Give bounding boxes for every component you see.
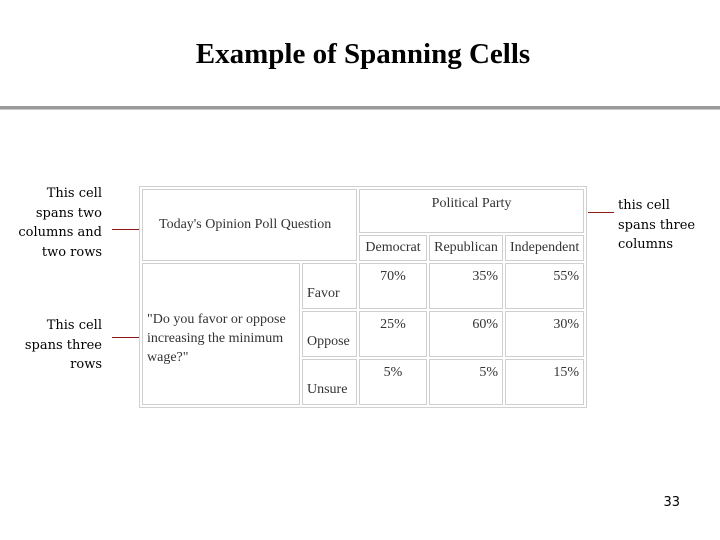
table-row [142,263,584,309]
annotation-three-rows-leader [112,337,139,338]
question-cell: "Do you favor or oppose increasing the minimum wage?" [142,263,300,405]
value-cell: 70% [359,263,427,309]
annotation-two-columns-two-rows [0,184,102,262]
annotation-line: this cell [618,198,670,213]
annotation-three-columns-leader [588,212,614,213]
value-cell: 25% [359,311,427,357]
value-cell: 5% [429,359,503,405]
annotation-line: spans three [618,217,696,233]
question-header-cell: Today's Opinion Poll Question [142,189,357,261]
annotation-line: spans three [24,337,102,353]
value-cell: 35% [429,263,503,309]
annotation-two-columns-leader [112,229,139,230]
slide-title: Example of Spanning Cells [195,38,531,70]
annotation-line: spans two [35,205,102,221]
value-cell: 55% [505,263,584,309]
annotation-line: two rows [41,244,102,260]
party-header-cell: Political Party [359,189,584,233]
party-column-republican: Republican [429,235,503,261]
annotation-line: columns [618,237,674,252]
table-header-row [142,189,584,233]
page-number: 33 [663,495,680,510]
response-label: Favor [302,263,357,309]
annotation-three-columns [618,196,718,255]
value-cell: 60% [429,311,503,357]
response-label: Oppose [302,311,357,357]
opinion-poll-table [139,186,587,408]
value-cell: 30% [505,311,584,357]
value-cell: 5% [359,359,427,405]
annotation-line: rows [70,357,102,372]
title-divider [0,106,720,110]
annotation-line: This cell [46,318,102,333]
party-column-democrat: Democrat [359,235,427,261]
value-cell: 15% [505,359,584,405]
annotation-line: This cell [46,186,102,201]
party-column-independent: Independent [505,235,584,261]
annotation-line: columns and [18,225,102,240]
response-label: Unsure [302,359,357,405]
annotation-three-rows [0,316,102,375]
